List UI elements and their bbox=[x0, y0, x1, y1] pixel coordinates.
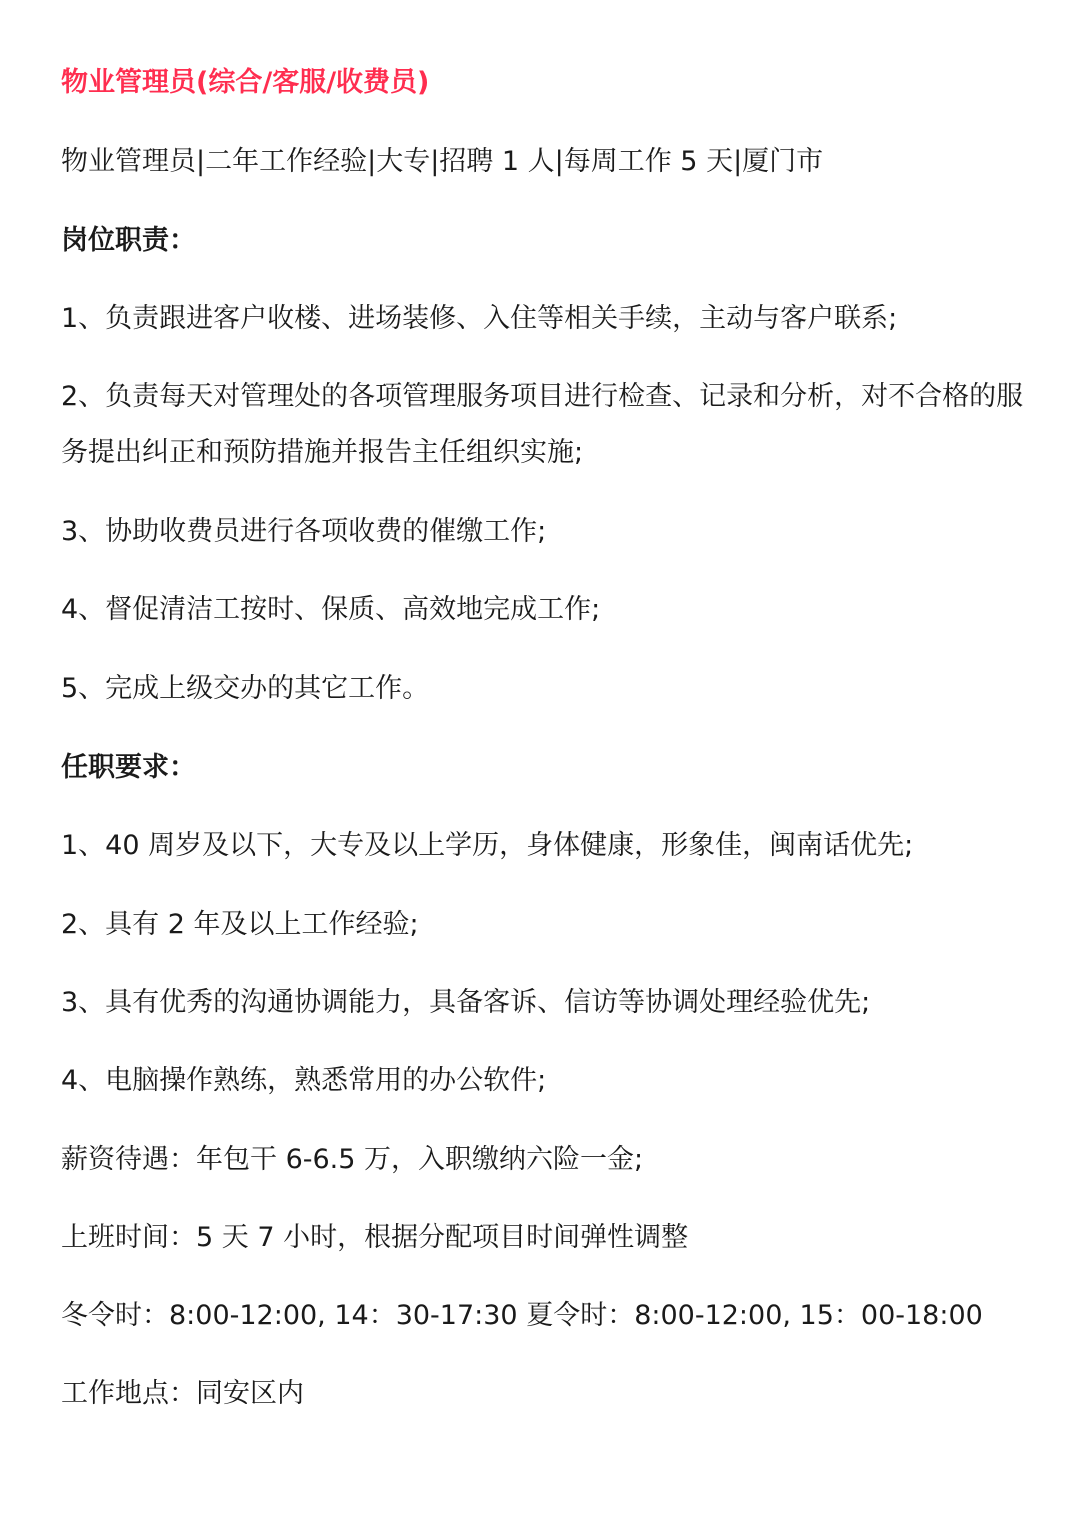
job-title: 物业管理员(综合/客服/收费员) bbox=[61, 67, 430, 98]
requirement-item: 1、40 周岁及以下，大专及以上学历，身体健康，形象佳，闽南话优先; bbox=[61, 830, 914, 861]
salary-line: 薪资待遇：年包干 6-6.5 万，入职缴纳六险一金; bbox=[61, 1144, 644, 1175]
duties-heading: 岗位职责： bbox=[61, 225, 196, 256]
work-time-line: 上班时间：5 天 7 小时，根据分配项目时间弹性调整 bbox=[61, 1222, 689, 1253]
requirement-item: 4、电脑操作熟练，熟悉常用的办公软件; bbox=[61, 1065, 547, 1096]
requirement-item: 2、具有 2 年及以上工作经验; bbox=[61, 909, 419, 940]
requirement-item: 3、具有优秀的沟通协调能力，具备客诉、信访等协调处理经验优先; bbox=[61, 987, 871, 1018]
duty-item: 5、完成上级交办的其它工作。 bbox=[61, 673, 430, 704]
job-summary: 物业管理员|二年工作经验|大专|招聘 1 人|每周工作 5 天|厦门市 bbox=[61, 146, 824, 177]
duty-item: 2、负责每天对管理处的各项管理服务项目进行检查、记录和分析，对不合格的服务提出纠正和预防措施并报告主任组织实施; bbox=[61, 381, 1024, 468]
schedule-line: 冬令时：8:00-12:00, 14：30-17:30 夏令时：8:00-12:00, 15：00-18:00 bbox=[61, 1300, 983, 1331]
location-line: 工作地点：同安区内 bbox=[61, 1378, 304, 1409]
duty-item: 3、协助收费员进行各项收费的催缴工作; bbox=[61, 516, 547, 547]
requirements-heading: 任职要求： bbox=[61, 752, 196, 783]
duty-item: 1、负责跟进客户收楼、进场装修、入住等相关手续，主动与客户联系; bbox=[61, 303, 898, 334]
duty-item: 4、督促清洁工按时、保质、高效地完成工作; bbox=[61, 594, 601, 625]
